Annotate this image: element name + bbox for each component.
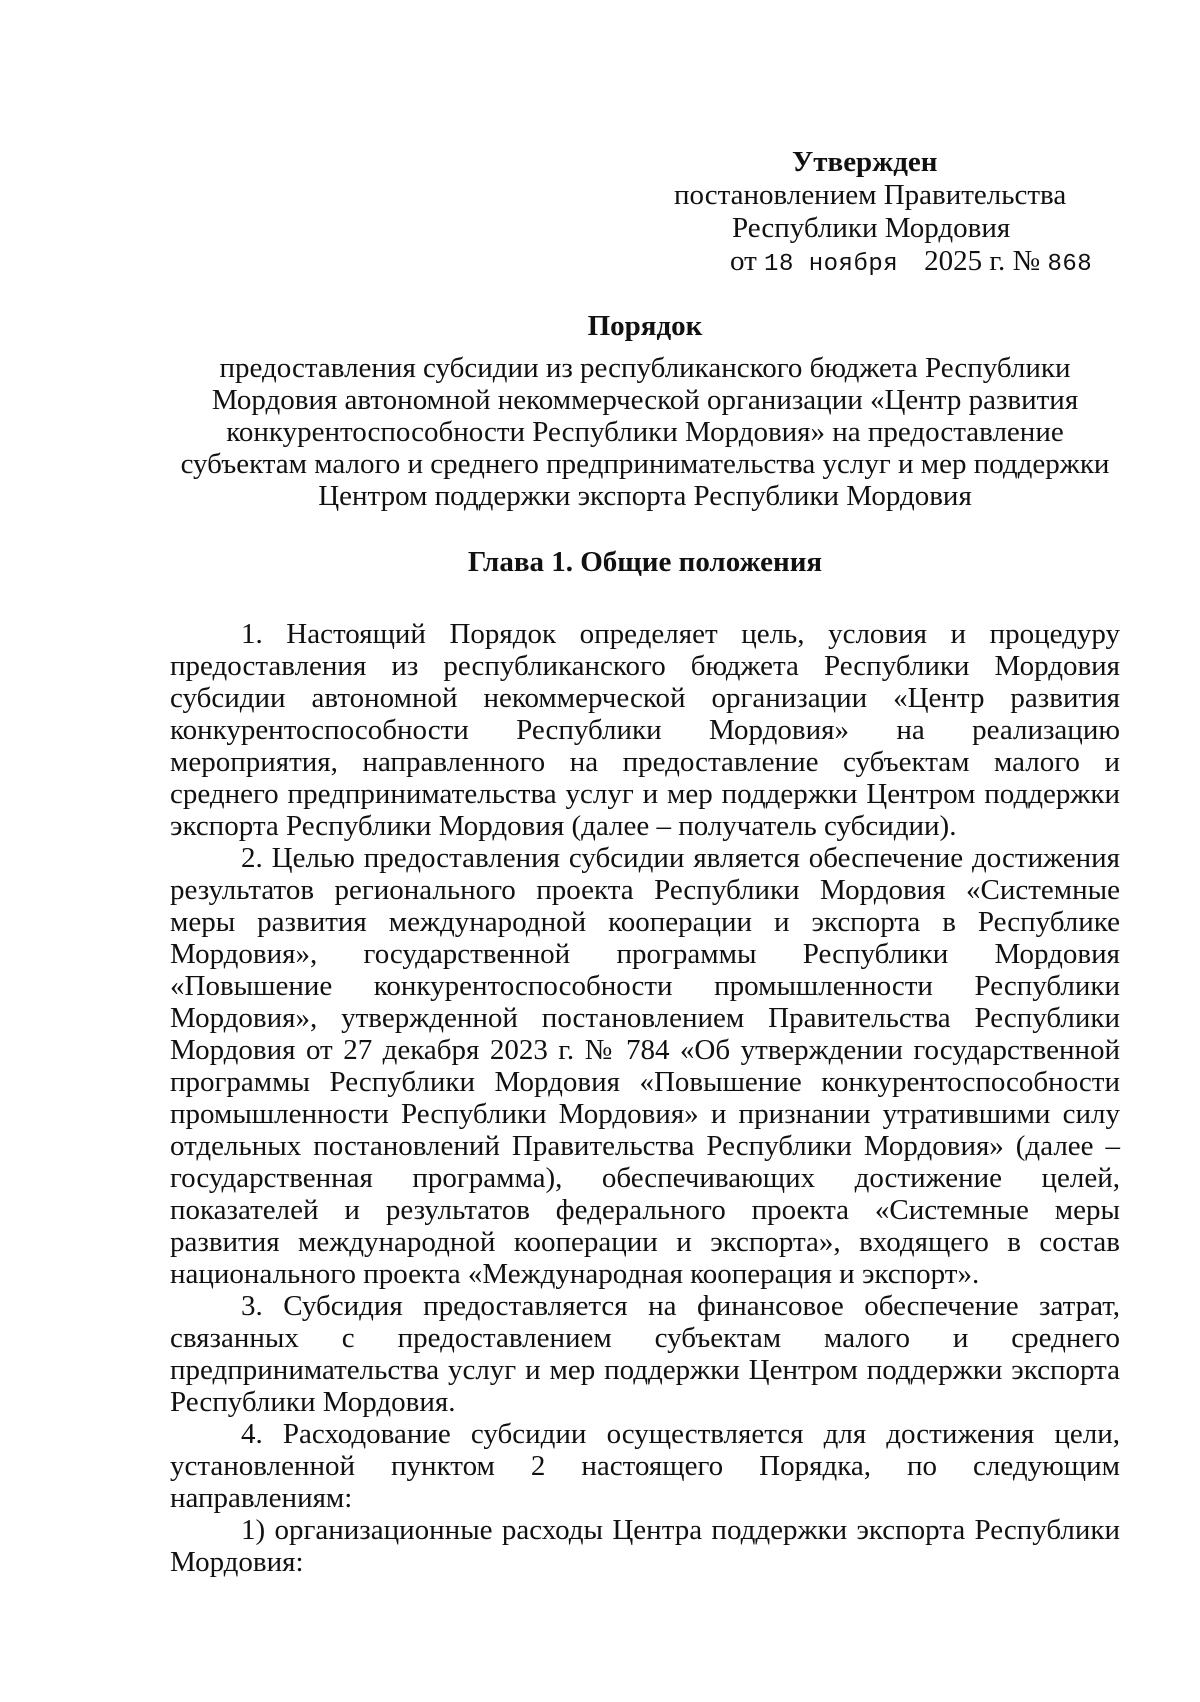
- approval-year: 2025 г. №: [924, 245, 1041, 277]
- paragraph-1: 1. Настоящий Порядок определяет цель, условия и процедуру предоставления из республиканского бюджета Республики Мордовия субсидии автономной некоммерческой организации «Центр развития конкурентоспособности Республики Мордовия» на реализацию мероприятия, направленного на предоставление субъектам малого и среднего предпринимательства услуг и мер поддержки Центром поддержки экспорта Республики Мордовия (далее – получатель субсидии).: [170, 618, 1120, 842]
- approval-date-value: 18 ноября: [764, 251, 899, 278]
- document-title: Порядок: [587, 310, 703, 342]
- approval-date-prefix: от: [730, 245, 757, 277]
- document-body: [170, 618, 1120, 1578]
- paragraph-4: 4. Расходование субсидии осуществляется для достижения цели, установленной пунктом 2 настоящего Порядка, по следующим направлениям:: [170, 1418, 1120, 1514]
- paragraph-3: 3. Субсидия предоставляется на финансовое обеспечение затрат, связанных с предоставлением субъектам малого и среднего предпринимательства услуг и мер поддержки Центром поддержки экспорта Республики Мордовия.: [170, 1290, 1120, 1418]
- paragraph-2: 2. Целью предоставления субсидии является обеспечение достижения результатов регионального проекта Республики Мордовия «Системные меры развития международной кооперации и экспорта в Республике Мордовия», государственной программы Республики Мордовия «Повышение конкурентоспособности промышленности Республики Мордовия», утвержденной постановлением Правительства Республики Мордовия от 27 декабря 2023 г. № 784 «Об утверждении государственной программы Республики Мордовия «Повышение конкурентоспособности промышленности Республики Мордовия» и признании утратившими силу отдельных постановлений Правительства Республики Мордовия» (далее – государственная программа), обеспечивающих достижение целей, показателей и результатов федерального проекта «Системные меры развития международной кооперации и экспорта», входящего в состав национального проекта «Международная кооперация и экспорт».: [170, 842, 1120, 1290]
- approval-date-line: [730, 245, 1120, 281]
- approval-stamp: [660, 146, 1120, 281]
- approval-line-1: постановлением Правительства: [674, 179, 1067, 211]
- approval-number: 868: [1047, 251, 1093, 278]
- paragraph-4-item-1: 1) организационные расходы Центра поддержки экспорта Республики Мордовия:: [170, 1514, 1120, 1578]
- approval-title: Утвержден: [792, 146, 938, 178]
- document-subtitle: предоставления субсидии из республиканского бюджета Республики Мордовия автономной некоммерческой организации «Центр развития конкурентоспособности Республики Мордовия» на предоставление субъектам малого и среднего предпринимательства услуг и мер поддержки Центром поддержки экспорта Республики Мордовия: [180, 352, 1110, 512]
- chapter-heading: Глава 1. Общие положения: [467, 546, 823, 578]
- approval-line-2: Республики Мордовия: [732, 212, 1011, 244]
